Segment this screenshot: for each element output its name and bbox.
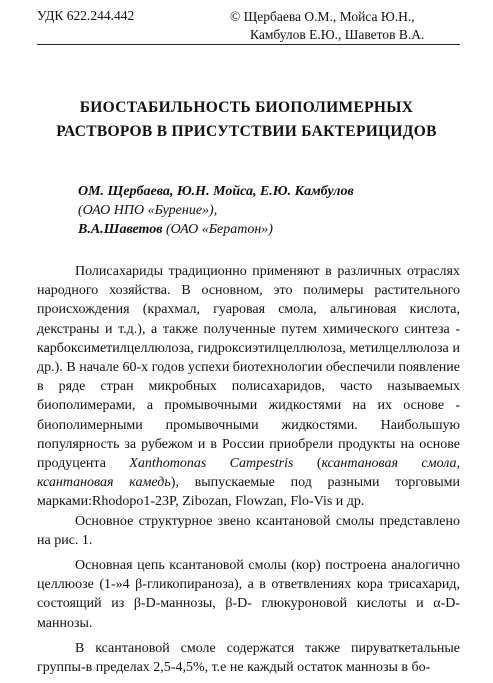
udc-code: УДК 622.244.442 — [37, 8, 135, 23]
paragraph-4: В ксантановой смоле содержатся также пируваткетальные группы-в пределах 2,5-4,5%, т.е не каждый остаток маннозы в бо- — [37, 640, 460, 676]
authors-line-3 — [78, 220, 468, 239]
title-line-1: БИОСТАБИЛЬНОСТЬ БИОПОЛИМЕРНЫХ — [79, 99, 414, 116]
authors-names: ОМ. Щербаева, Ю.Н. Мойса, Е.Ю. Камбулов — [78, 184, 354, 199]
article-body — [37, 262, 460, 683]
header-rule — [37, 44, 460, 45]
paragraph-3: Основная цепь ксантановой смолы (кор) построена аналогично целлюозе (1-»4 β-гликопираноза), а в ответвлениях кора трисахарид, состоящий из β-D-маннозы, β-D- глюкуроновой кислоты и α-D-маннозы. — [37, 558, 460, 631]
copyright-authors — [230, 8, 424, 44]
authors-affiliation-2: (ОАО «Бератон») — [162, 222, 273, 237]
paragraph-1-text-c: ), выпускаемые под разными торговыми марками:Rhodopo1-23P, Zibozan, Flowzan, Flo-Vis и др. — [37, 475, 460, 510]
paragraph-2: Основное структурное звено ксантановой смолы представлено на рис. 1. — [37, 513, 460, 548]
author-block — [78, 182, 468, 239]
copyright-line-1: © Щербаева О.М., Мойса Ю.Н., — [230, 9, 415, 24]
species-name: Xanthomonas Campestris — [129, 456, 294, 472]
paragraph-1-text-b: ( — [293, 456, 322, 472]
paragraph-1-italic: ксантановая смола, ксантановая камедь — [37, 456, 460, 491]
paragraph-1-text-a: Полисахариды традиционно применяют в различных отраслях народного хозяйства. В основном, это полимеры растительного происхождения (крахмал, гуаровая смола, альгиновая кислота, декстраны и т.д.), а также полученные путем химического синтеза - карбоксиметилцеллюлоза, гидроксиэтилцеллюлоза, метилцеллюлоза и др.). В начале 60-х годов успехи биотехнологии обеспечили появление в ряде стран микробных полисахаридов, часто называемых биополимерами, а промывочными жидкостями на их основе - биополимерными промывочными жидкостями. Наибольшую популярность за рубежом и в России приобрели продукты на основе продуцента — [37, 264, 460, 472]
title-line-2: РАСТВОРОВ В ПРИСУТСТВИИ БАКТЕРИЦИДОВ — [56, 123, 437, 140]
authors-affiliation-1: (ОАО НПО «Бурение»), — [78, 203, 218, 218]
paragraph-1 — [37, 262, 460, 512]
copyright-line-2: Камбулов Е.Ю., Шаветов В.А. — [250, 27, 425, 42]
article-title — [20, 96, 473, 144]
author-name-shavetov: В.А.Шаветов — [78, 222, 163, 237]
